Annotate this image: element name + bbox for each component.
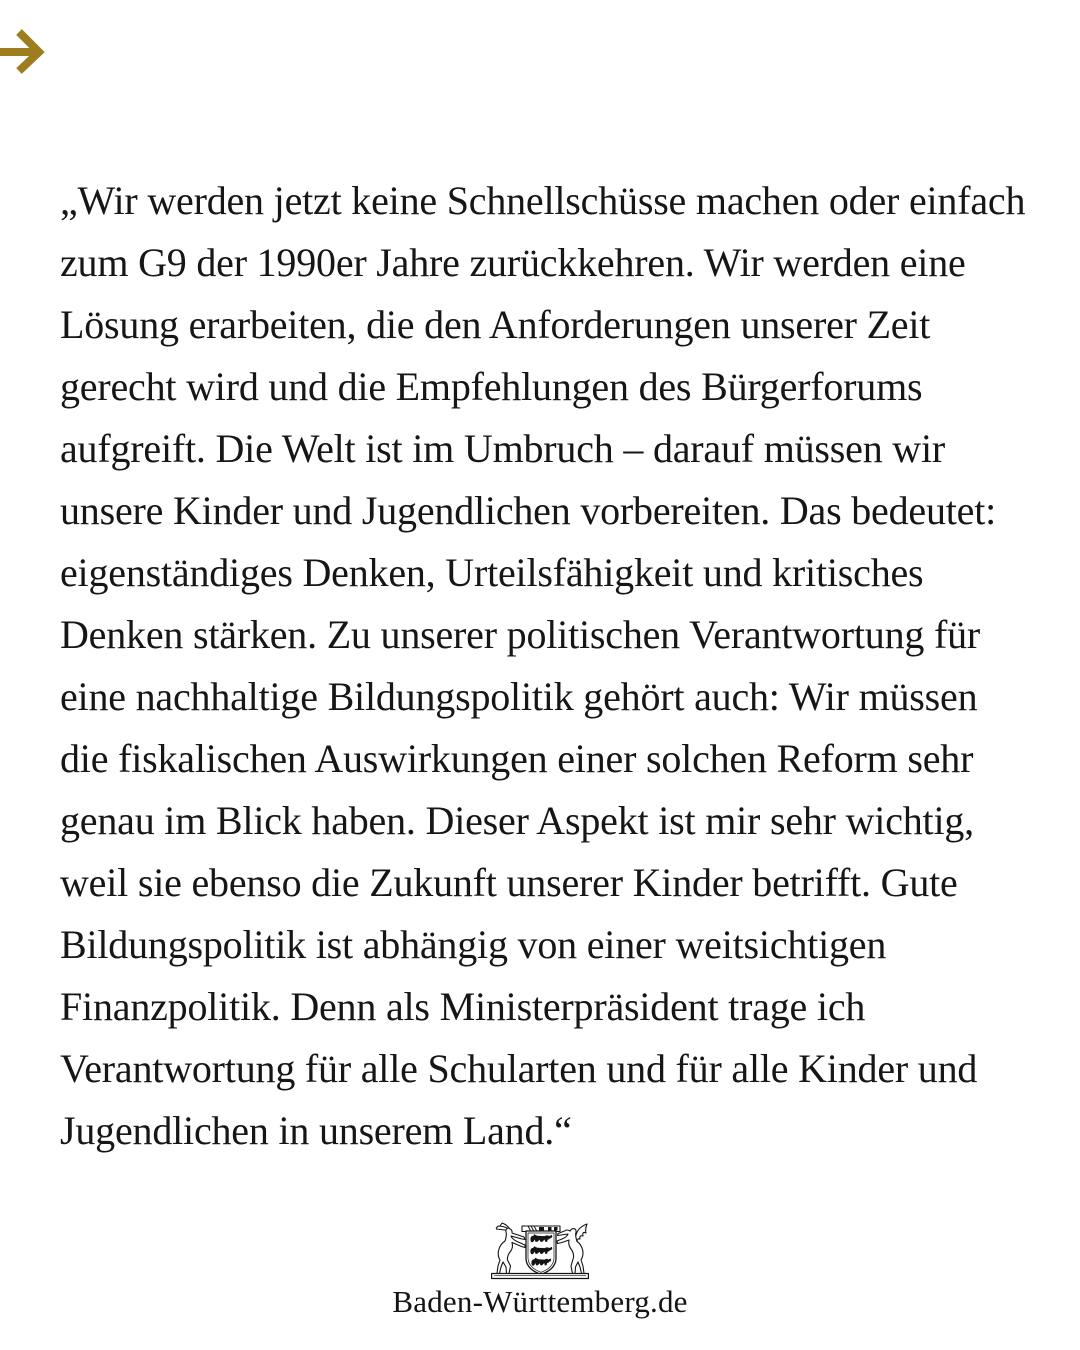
stag-body <box>497 1228 525 1273</box>
bw-coat-of-arms-icon <box>491 1222 589 1280</box>
quote-text <box>60 170 1066 1162</box>
quote-line: genau im Blick haben. Dieser Aspekt ist mir sehr wichtig, <box>60 798 974 843</box>
crest-band-mark <box>548 1227 552 1231</box>
footer-branding <box>0 1222 1080 1320</box>
quote-line: die fiskalischen Auswirkungen einer solchen Reform sehr <box>60 736 974 781</box>
arrow-right-svg <box>0 0 48 84</box>
quote-line: eigenständiges Denken, Urteilsfähigkeit und kritisches <box>60 550 924 595</box>
quote-line: Denken stärken. Zu unserer politischen Verantwortung für <box>60 612 981 657</box>
site-label: Baden-Württemberg.de <box>392 1284 688 1319</box>
quote-line: unsere Kinder und Jugendlichen vorbereiten. Das bedeutet: <box>60 488 997 533</box>
quote-line: zum G9 der 1990er Jahre zurückkehren. Wir werden eine <box>60 240 966 285</box>
crest-band-mark <box>539 1227 544 1231</box>
quote-line: weil sie ebenso die Zukunft unserer Kinder betrifft. Gute <box>60 860 958 905</box>
quote-line: aufgreift. Die Welt ist im Umbruch – darauf müssen wir <box>60 426 946 471</box>
shield-lions <box>530 1234 552 1266</box>
quote-line: Bildungspolitik ist abhängig von einer weitsichtigen <box>60 922 887 967</box>
quote-line: gerecht wird und die Empfehlungen des Bürgerforums <box>60 364 923 409</box>
arrow-right-icon <box>0 0 48 84</box>
quote-line: Lösung erarbeiten, die den Anforderungen unserer Zeit <box>60 302 931 347</box>
quote-line: eine nachhaltige Bildungspolitik gehört auch: Wir müssen <box>60 674 978 719</box>
quote-line: Verantwortung für alle Schularten und für alle Kinder und <box>60 1046 978 1091</box>
plinth <box>492 1274 589 1279</box>
quote-line: Jugendlichen in unserem Land.“ <box>60 1108 572 1153</box>
crest-band-mark <box>554 1227 558 1231</box>
quote-line: Finanzpolitik. Denn als Ministerpräsident trage ich <box>60 984 866 1029</box>
quote-line: „Wir werden jetzt keine Schnellschüsse machen oder einfach <box>60 178 1026 223</box>
